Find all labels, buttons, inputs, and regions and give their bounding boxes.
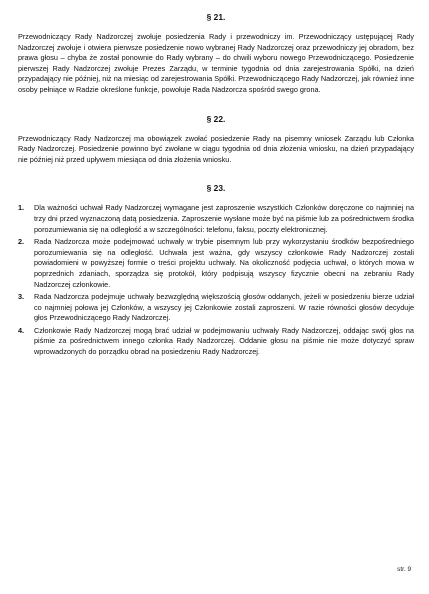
numbered-list — [18, 203, 414, 357]
list-item-text: Członkowie Rady Nadzorczej mogą brać udział w podejmowaniu uchwały Rady Nadzorczej, oddając swój głos na piśmie za pośrednictwem innego członka Rady Nadzorczej. Oddanie głosu na piśmie nie może dotyczyć spraw wprowadzonych do porządku obrad na posiedzeniu Rady Nadzorczej. — [34, 325, 414, 357]
list-item-number: 2. — [18, 237, 25, 247]
section-heading: § 22. — [206, 113, 226, 124]
list-item-number: 3. — [18, 292, 25, 302]
section-21 — [18, 12, 414, 96]
section-paragraph: Przewodniczący Rady Nadzorczej zwołuje posiedzenia Rady i przewodniczy im. Przewodniczący ustępującej Rady Nadzorczej zwołuje i otwiera pierwsze posiedzenie nowo wybranej Rady Nadzorczej oraz przewodniczy jej obradom, bez prawa głosu – chyba że został ponownie do Rady wybrany – do chwili wyboru nowego Przewodniczącego. Posiedzenie pierwszej Rady Nadzorczej zwołuje Prezes Zarządu, w terminie tygodnia od dnia zarejestrowania Spółki, na dzień przypadający nie później, niż na miesiąc od zarejestrowania Spółki. Przewodniczącego Rady Nadzorczej, jak również inne osoby pełniące w Radzie określone funkcje, powołuje Rada Nadzorcza spośród swego grona. — [18, 32, 414, 94]
list-item-text: Rada Nadzorcza podejmuje uchwały bezwzględną większością głosów oddanych, jeżeli w posiedzeniu bierze udział co najmniej połowa jej Członków, a wszyscy jej Członkowie zostali zaproszeni. W razie równości głosów decyduje głos Przewodniczącego Rady Nadzorczej. — [34, 292, 414, 323]
list-item-number: 1. — [18, 203, 25, 213]
list-item-number: 4. — [18, 325, 25, 335]
list-item-text: Dla ważności uchwał Rady Nadzorczej wymagane jest zaproszenie wszystkich Członków doręczone co najmniej na trzy dni przed wyznaczoną datą posiedzenia. Zaproszenie wysłane może być na piśmie lub za pośrednictwem środka porozumiewania się na odległość a w szczególności: telefonu, faksu, poczty elektronicznej. — [34, 203, 414, 234]
list-item — [18, 203, 414, 235]
section-heading: § 23. — [206, 183, 226, 194]
list-item-text: Rada Nadzorcza może podejmować uchwały w trybie pisemnym lub przy wykorzystaniu środków bezpośredniego porozumiewania się na odległość. Uchwała jest ważna, gdy wszyscy członkowie Rady Nadzorczej zostali powiadomieni w powyższej formie o treści projektu uchwały. Na okoliczność podjęcia uchwał, o których mowa w poprzednich zdaniach, sporządza się protokół, który podpisują wszyscy fizycznie obecni na zebraniu Rady Nadzorczej członkowie. — [34, 237, 414, 289]
section-23 — [18, 183, 414, 357]
list-item — [18, 292, 414, 324]
section-22 — [18, 114, 414, 166]
list-item — [18, 237, 414, 290]
list-item — [18, 326, 414, 358]
section-heading: § 21. — [206, 12, 226, 22]
page-number: str. 9 — [397, 566, 411, 573]
section-paragraph: Przewodniczący Rady Nadzorczej ma obowiązek zwołać posiedzenie Rady na pisemny wniosek Zarządu lub Członka Rady Nadzorczej. Posiedzenie powinno być zwołane w ciągu tygodnia od dnia złożenia wniosku, na dzień przypadający nie później niż przed upływem miesiąca od dnia złożenia wniosku. — [18, 133, 414, 164]
document-page — [18, 12, 414, 360]
